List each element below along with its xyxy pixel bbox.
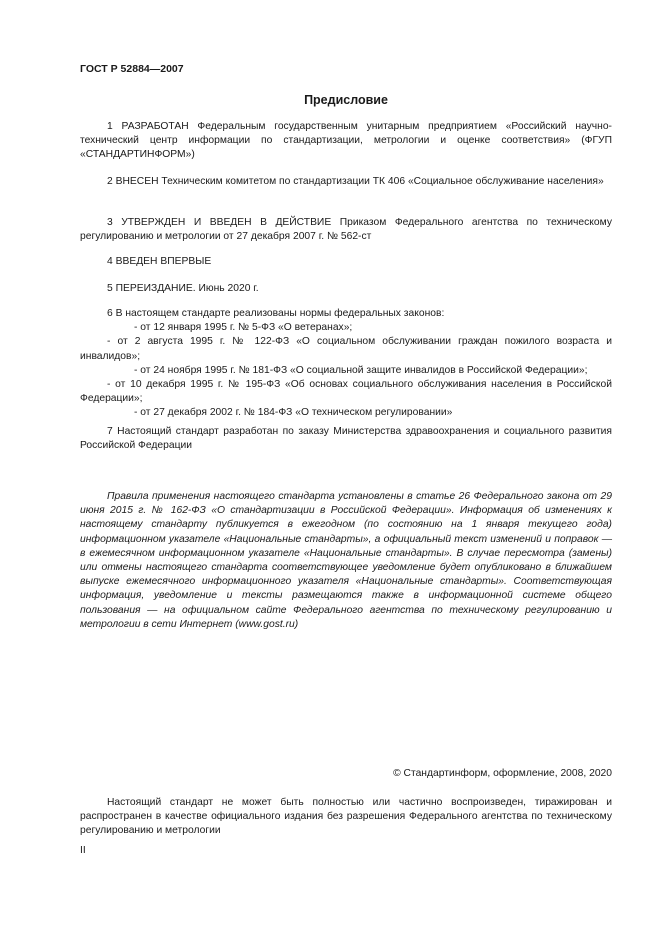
- foreword-item-7: [80, 425, 612, 453]
- law-list-item: - от 24 ноября 1995 г. № 181-ФЗ «О социальной защите инвалидов в Российской Федерации»;: [134, 364, 588, 376]
- page-title: Предисловие: [304, 93, 388, 107]
- document-code: ГОСТ Р 52884—2007: [80, 63, 184, 75]
- foreword-item-4-text: 4 ВВЕДЕН ВПЕРВЫЕ: [107, 256, 212, 267]
- foreword-item-5: [80, 282, 612, 296]
- foreword-item-6: [80, 307, 612, 421]
- foreword-item-7-text: 7 Настоящий стандарт разработан по заказу Министерства здравоохранения и социального развития Российской Федерации: [80, 426, 612, 452]
- foreword-item-5-text: 5 ПЕРЕИЗДАНИЕ. Июнь 2020 г.: [107, 283, 259, 294]
- foreword-item-2-text: 2 ВНЕСЕН Техническим комитетом по стандартизации ТК 406 «Социальное обслуживание населения»: [107, 176, 604, 187]
- law-list-item: - от 2 августа 1995 г. № 122-ФЗ «О социальном обслуживании граждан пожилого возраста и инвалидов»;: [80, 336, 612, 362]
- foreword-item-1: [80, 120, 612, 163]
- copyright-notice: © Стандартинформ, оформление, 2008, 2020: [393, 768, 612, 779]
- reproduction-notice: [80, 796, 612, 839]
- foreword-item-4: [80, 255, 612, 269]
- foreword-item-3-text: 3 УТВЕРЖДЕН И ВВЕДЕН В ДЕЙСТВИЕ Приказом Федерального агентства по техническому регулированию и метрологии от 27 декабря 2007 г. № 562-ст: [80, 217, 612, 243]
- page-number: II: [80, 845, 86, 856]
- foreword-item-1-text: 1 РАЗРАБОТАН Федеральным государственным унитарным предприятием «Российский научно-технический центр информации по стандартизации, метрологии и оценке соответствия» (ФГУП «СТАНДАРТИНФОРМ»): [80, 121, 612, 161]
- law-list-item: - от 27 декабря 2002 г. № 184-ФЗ «О техническом регулировании»: [134, 407, 453, 419]
- law-list-item: - от 12 января 1995 г. № 5-ФЗ «О ветеранах»;: [134, 322, 353, 334]
- standard-application-notice: [80, 490, 612, 632]
- notice-text: Правила применения настоящего стандарта установлены в статье 26 Федерального закона от 29 июня 2015 г. № 162-ФЗ «О стандартизации в Российской Федерации». Информация об изменениях к настоящему стандарту публикуется в ежегодном (по состоянию на 1 января текущего года) информационном указателе «Национальные стандарты», а официальный текст изменений и поправок — в ежемесячном информационном указателе «Национальные стандарты». В случае пересмотра (замены) или отмены настоящего стандарта соответствующее уведомление будет опубликовано в ближайшем выпуске ежемесячного информационного указателя «Национальные стандарты». Соответствующая информация, уведомление и тексты размещаются также в информационной системе общего пользования — на официальном сайте Федерального агентства по техническому регулированию и метрологии в сети Интернет (www.gost.ru): [80, 491, 612, 630]
- foreword-item-3: [80, 216, 612, 244]
- foreword-item-2: [80, 175, 612, 189]
- law-list-item: - от 10 декабря 1995 г. № 195-ФЗ «Об основах социального обслуживания населения в Российской Федерации»;: [80, 379, 612, 405]
- reproduction-text: Настоящий стандарт не может быть полностью или частично воспроизведен, тиражирован и распространен в качестве официального издания без разрешения Федерального агентства по техническому регулированию и метрологии: [80, 797, 612, 837]
- foreword-item-6-intro: 6 В настоящем стандарте реализованы нормы федеральных законов:: [107, 308, 445, 319]
